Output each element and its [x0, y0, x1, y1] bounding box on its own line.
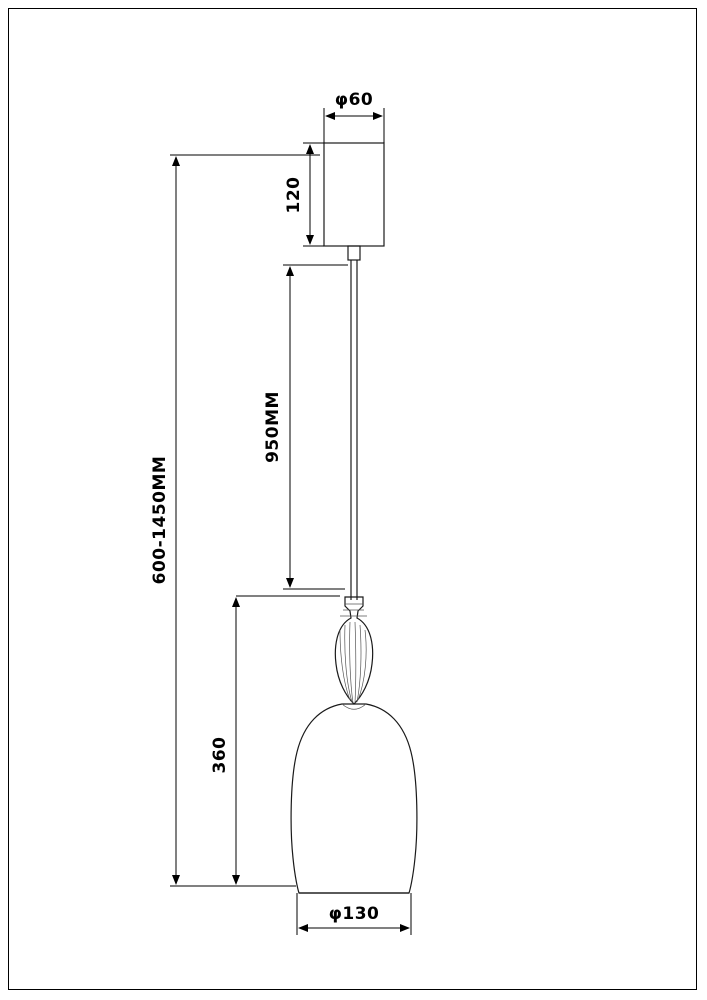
dimension-canopy-diameter	[324, 90, 384, 143]
dimension-shade-height	[210, 596, 340, 886]
dimension-label-cord-length: 950MM	[263, 391, 283, 463]
dimension-label-canopy-diameter: φ60	[334, 90, 374, 110]
ceiling-canopy	[324, 143, 384, 260]
glass-shade	[291, 704, 417, 893]
dimension-shade-diameter	[297, 893, 411, 935]
dimension-label-total-drop: 600-1450MM	[150, 455, 170, 585]
dimension-label-canopy-height: 120	[284, 176, 304, 214]
dimension-canopy-height	[284, 143, 324, 246]
dimension-cord-length	[263, 265, 348, 589]
ribbed-finial	[335, 597, 372, 704]
dimension-label-shade-diameter: φ130	[328, 904, 380, 924]
suspension-cord	[351, 260, 357, 600]
dimension-label-shade-height: 360	[210, 736, 230, 774]
